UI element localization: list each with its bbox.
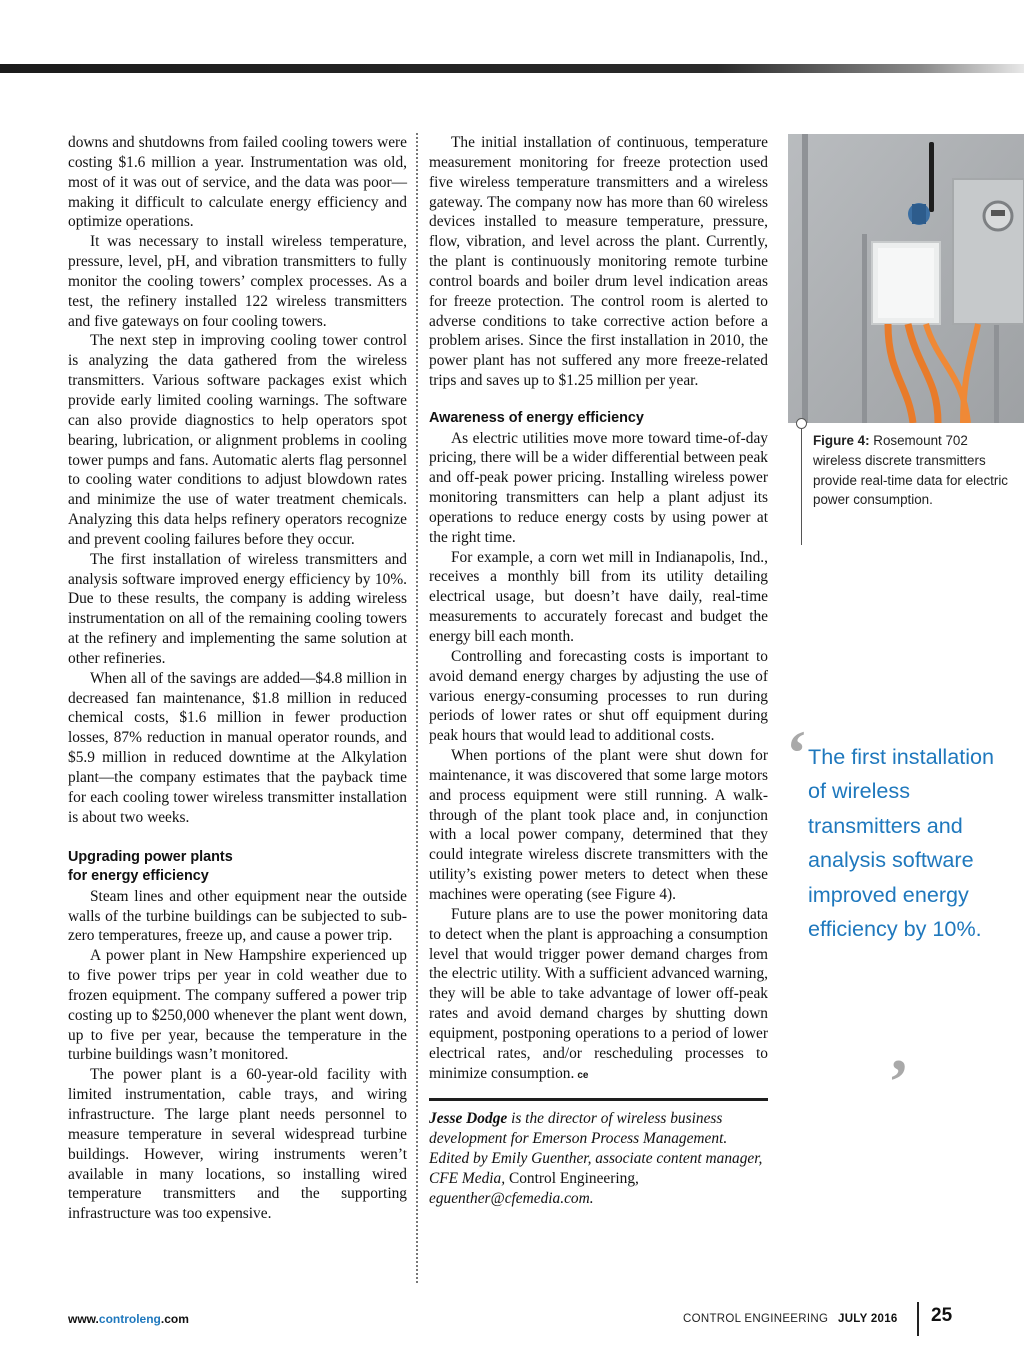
article-column-1 (68, 133, 407, 1224)
paragraph: The power plant is a 60-year-old facility with limited instrumentation, cable trays, and wiring infrastructure. The large plant needs personnel to measure temperature in several widespread turbine buildings. However, wiring instruments weren’t available in many locations, so installing wired temperature transmitters and the supporting infrastructure was too expensive. (68, 1066, 407, 1223)
section-heading-line-1: Upgrading power plants (68, 848, 233, 865)
paragraph: As electric utilities move more toward time-of-day pricing, there will be a wider differential between peak and off-peak power pricing. Installing wireless power monitoring transmitters can help a plant adjust its operations to reduce energy costs by using power at the right time. (429, 429, 768, 546)
article-column-2 (429, 133, 768, 1209)
bio-text: is the director of wireless business development for Emerson Process Management. Edited by Emily Guenther, associate content manager, CFE Media, (429, 1110, 763, 1187)
figure-caption (813, 431, 1013, 510)
paragraph: When all of the savings are added—$4.8 million in decreased fan maintenance, $1.8 million in reduced chemical costs, $1.6 million in fewer production losses, 87% reduction in manual operator rounds, and $5.9 million in reduced downtime at the Alkylation plant—the company estimates that the payback time for each cooling tower wireless transmitter installation is about two weeks. (68, 669, 407, 826)
section-heading (68, 848, 407, 887)
paragraph: downs and shutdowns from failed cooling towers were costing $1.6 million a year. Instrumentation was old, most of it was out of service, and the data was poor—making it difficult to calculate energy efficiency and optimize operations. (68, 134, 407, 231)
transmitter-photo-illustration (788, 134, 1024, 423)
header-bar (0, 64, 1024, 73)
figure-photo (788, 134, 1024, 423)
paragraph: When portions of the plant were shut down for maintenance, it was discovered that some large motors and process equipment were still running. A walk-through of the plant took place and, in conjunction with a local power company, determined that they could integrate wireless discrete transmitters with the utility’s existing power meters to detect when these machines were operating (see Figure 4). (429, 747, 768, 903)
pull-quote: The first installation of wireless transmitters and analysis software improved energy efficiency by 10%. (808, 744, 995, 942)
column-divider (416, 133, 418, 1283)
footer-url-suffix: .com (160, 1312, 189, 1326)
paragraph (429, 905, 768, 1086)
paragraph: Controlling and forecasting costs is important to avoid demand energy charges by adjusting the use of various energy-consuming processes to run during periods of lower rates or shut off equipment during peak hours that would lead to additional costs. (429, 647, 768, 745)
bio-rule (429, 1098, 768, 1101)
paragraph: The first installation of wireless transmitters and analysis software improved energy efficiency by 10%. Due to these results, the company is adding wireless instrumentation on all of the remaining cooling towers at the refinery and implementing the same solution at other refineries. (68, 550, 407, 667)
section-heading: Awareness of energy efficiency (429, 409, 644, 426)
bio-email: , eguenther@cfemedia.com. (429, 1169, 639, 1207)
footer-url-prefix: www. (68, 1312, 99, 1326)
footer-separator (917, 1302, 919, 1336)
caption-leader-dot (796, 418, 807, 429)
quote-close-icon: ’ (888, 1046, 910, 1117)
paragraph: The initial installation of continuous, temperature measurement monitoring for freeze protection used five wireless temperature transmitters and a wireless gateway. The company now has more than 60 wireless devices installed to measure temperature, pressure, flow, vibration, and level across the plant. Currently, the plant is continuously monitoring remote turbine control boards and boiler drum level indication areas for freeze protection. The control room is alerted to adverse conditions to take corrective action before a problem arises. Since the first installation in 2010, the power plant has not suffered any more freeze-related trips and saves up to $1.25 million per year. (429, 134, 768, 390)
quote-open-icon: ‘ (786, 717, 808, 788)
footer-url[interactable] (68, 1312, 189, 1326)
caption-leader-line (801, 423, 802, 545)
page-number: 25 (931, 1305, 953, 1326)
publication-name: Control Engineering (508, 1169, 636, 1187)
paragraph: Steam lines and other equipment near the outside walls of the turbine buildings can be subjected to sub-zero temperatures, freeze up, and cause a power trip. (68, 887, 407, 945)
figure-label: Figure 4: (813, 433, 870, 448)
section-heading-line-2: for energy efficiency (68, 868, 209, 885)
paragraph: A power plant in New Hampshire experienced up to five power trips per year in cold weather due to frozen equipment. The company suffered a power trip costing up to $250,000 whenever the plant went down, up to five per year, because the temperature in the turbine buildings wasn’t monitored. (68, 947, 407, 1064)
footer-url-accent: controleng (98, 1312, 161, 1326)
paragraph: The next step in improving cooling tower control is analyzing the data gathered from the wireless transmitters. Various software packages exist which provide early limited cooling warnings. The software can also provide diagnostics to help operators spot bearing, lubrication, or alignment problems in cooling tower pumps and fans. Automatic alerts flag personnel to cooling water conditions to adjust blowdown rates and minimize the use of water treatment chemicals. Analyzing this data helps refinery operators recognize and prevent cooling failures before they occur. (68, 332, 407, 548)
paragraph: It was necessary to install wireless temperature, pressure, level, pH, and vibration transmitters to fully monitor the cooling towers’ complex processes. As a test, the refinery installed 122 wireless transmitters and five gateways on four cooling towers. (68, 233, 407, 330)
paragraph: For example, a corn wet mill in Indianapolis, Ind., receives a monthly bill from its utility detailing electrical usage, but doesn’t have daily, real-time measurements to accurately forecast and budget the energy bill each month. (429, 548, 768, 645)
paragraph-text: Future plans are to use the power monitoring data to detect when the plant is approaching a consumption level that would trigger power demand charges from the electric utility. With a sufficient advanced warning, they will be able to take advantage of lower off-peak rates and avoid demand charges by shutting down equipment, postponing operations to a period of lower electrical rates, and/or rescheduling processes to minimize consumption. (429, 905, 768, 1082)
end-mark: ce (577, 1069, 589, 1081)
footer-issue-date: JULY 2016 (838, 1313, 898, 1325)
footer-magazine-name: CONTROL ENGINEERING (683, 1313, 829, 1325)
figure-caption-text: Rosemount 702 wireless discrete transmitters provide real-time data for electric power consumption. (813, 433, 1008, 508)
author-name: Jesse Dodge (429, 1110, 508, 1128)
author-bio (429, 1109, 768, 1208)
